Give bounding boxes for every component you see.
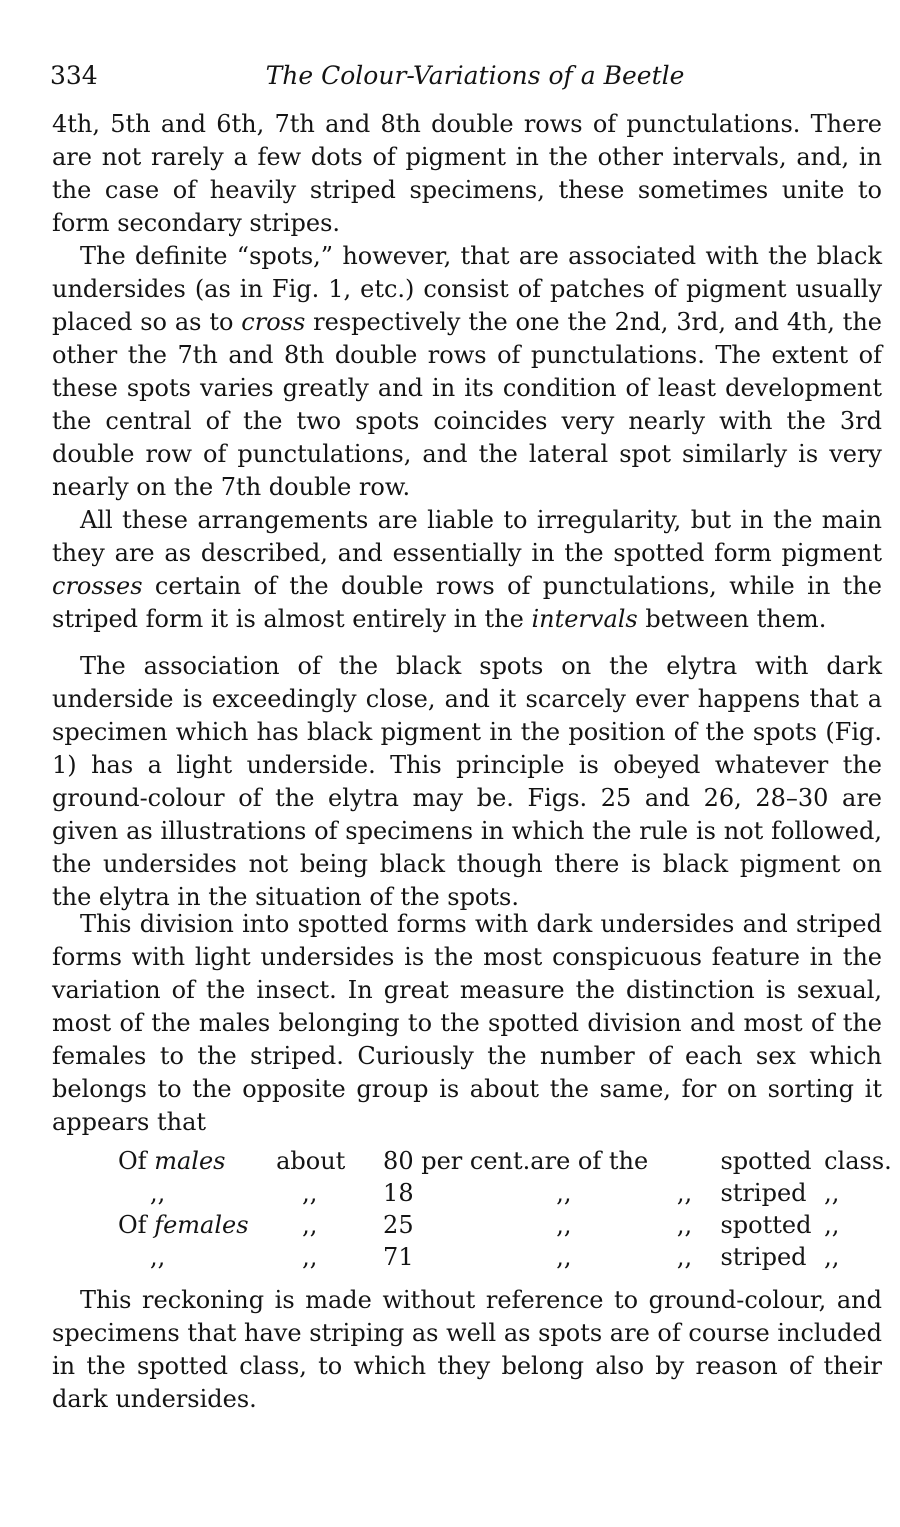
table-row [118, 1209, 900, 1241]
running-title: The Colour-Variations of a Beetle [265, 61, 685, 90]
table-row [118, 1241, 900, 1273]
paragraph-3-part-a: All these arrangements are liable to irregularity, but in the main they are as described, and essentially in the spotted form pigment [52, 506, 882, 567]
emphasis-intervals: intervals [531, 605, 638, 633]
paragraph-4: The association of the black spots on the elytra with dark underside is exceedingly close, and it scarcely ever happens that a specimen which has black pigment in the position of the spots (Fig. 1) has a light underside. This principle is obeyed whatever the ground-colour of the elytra may be. Figs. 25 and 26, 28–30 are given as illustrations of specimens in which the rule is not followed, the undersides not being black though there is black pigment on the elytra in the situation of the spots. [52, 652, 882, 911]
emphasis-cross: cross [241, 308, 306, 336]
page-number: 334 [50, 61, 98, 90]
kind-cell: striped [720, 1243, 807, 1271]
table-row [118, 1177, 900, 1209]
emphasis-crosses: crosses [52, 572, 143, 600]
sex-females: females [154, 1211, 249, 1239]
table-row [118, 1145, 900, 1177]
kind-cell: spotted [720, 1211, 812, 1239]
row-label [118, 1145, 276, 1177]
about-cell: about [276, 1147, 346, 1175]
row-label [118, 1209, 276, 1241]
ditto-mark: ,, [302, 1243, 318, 1271]
ditto-mark: ,, [824, 1243, 840, 1271]
sex-males: males [154, 1147, 226, 1175]
paragraph-2-part-a: The definite “spots,” however, that are associated with the black undersides (as in Fig. 1, etc.) consist of patches of pigment usually placed so as to [52, 242, 882, 336]
percent-value: 71 [383, 1243, 414, 1271]
ditto-mark: ,, [676, 1211, 693, 1239]
ditto-mark: ,, [150, 1243, 166, 1271]
sex-class-table [118, 1145, 900, 1273]
ditto-mark: ,, [824, 1179, 840, 1207]
paragraph-3 [52, 504, 882, 636]
ditto-mark: ,, [676, 1243, 693, 1271]
ditto-mark: ,, [302, 1179, 318, 1207]
ditto-mark: ,, [150, 1179, 166, 1207]
per-cent-label: per cent. [421, 1147, 531, 1175]
paragraph-5: This division into spotted forms with dark undersides and striped forms with light undersides is the most conspicuous feature in the variation of the insect. In great measure the distinction is sexual, most of the males belonging to the spotted division and most of the females to the striped. Curiously the number of each sex which belongs to the opposite group is about the same, for on sorting it appears that [52, 910, 882, 1136]
paragraph-2 [52, 240, 882, 504]
ditto-mark: ,, [824, 1211, 840, 1239]
page-header [50, 56, 880, 96]
value-cell [383, 1145, 530, 1177]
paragraph-1: 4th, 5th and 6th, 7th and 8th double rows of punctulations. There are not rarely a few dots of pigment in the other intervals, and, in the case of heavily striped specimens, these sometimes unite to form secondary stripes. [52, 110, 882, 237]
ditto-mark: ,, [556, 1211, 572, 1239]
percent-value: 25 [383, 1211, 414, 1239]
paragraph-2-part-c: respectively the one the 2nd, 3rd, and 4th, the other the 7th and 8th double rows of punctulations. The extent of these spots varies greatly and in its condition of least development the central of the two spots coincides very nearly with the 3rd double row of punctulations, and the lateral spot similarly is very nearly on the 7th double row. [52, 308, 882, 501]
paragraph-6: This reckoning is made without reference to ground-colour, and specimens that have striping as well as spots are of course included in the spotted class, to which they belong also by reason of their dark undersides. [52, 1286, 882, 1413]
paragraph-3-part-e: between them. [637, 605, 827, 633]
of-word: Of [118, 1211, 147, 1239]
percent-value: 80 [383, 1147, 414, 1175]
kind-cell: spotted [720, 1147, 812, 1175]
ditto-mark: ,, [556, 1179, 572, 1207]
percent-value: 18 [383, 1179, 414, 1207]
ditto-mark: ,, [676, 1179, 693, 1207]
ditto-mark: ,, [302, 1211, 318, 1239]
paragraph-3-part-c: certain of the double rows of punctulations, while in the striped form it is almost entirely in the [52, 572, 882, 633]
of-word: Of [118, 1147, 147, 1175]
are-of-the-cell: are of the [530, 1147, 649, 1175]
class-cell: class. [824, 1147, 892, 1175]
kind-cell: striped [720, 1179, 807, 1207]
ditto-mark: ,, [556, 1243, 572, 1271]
